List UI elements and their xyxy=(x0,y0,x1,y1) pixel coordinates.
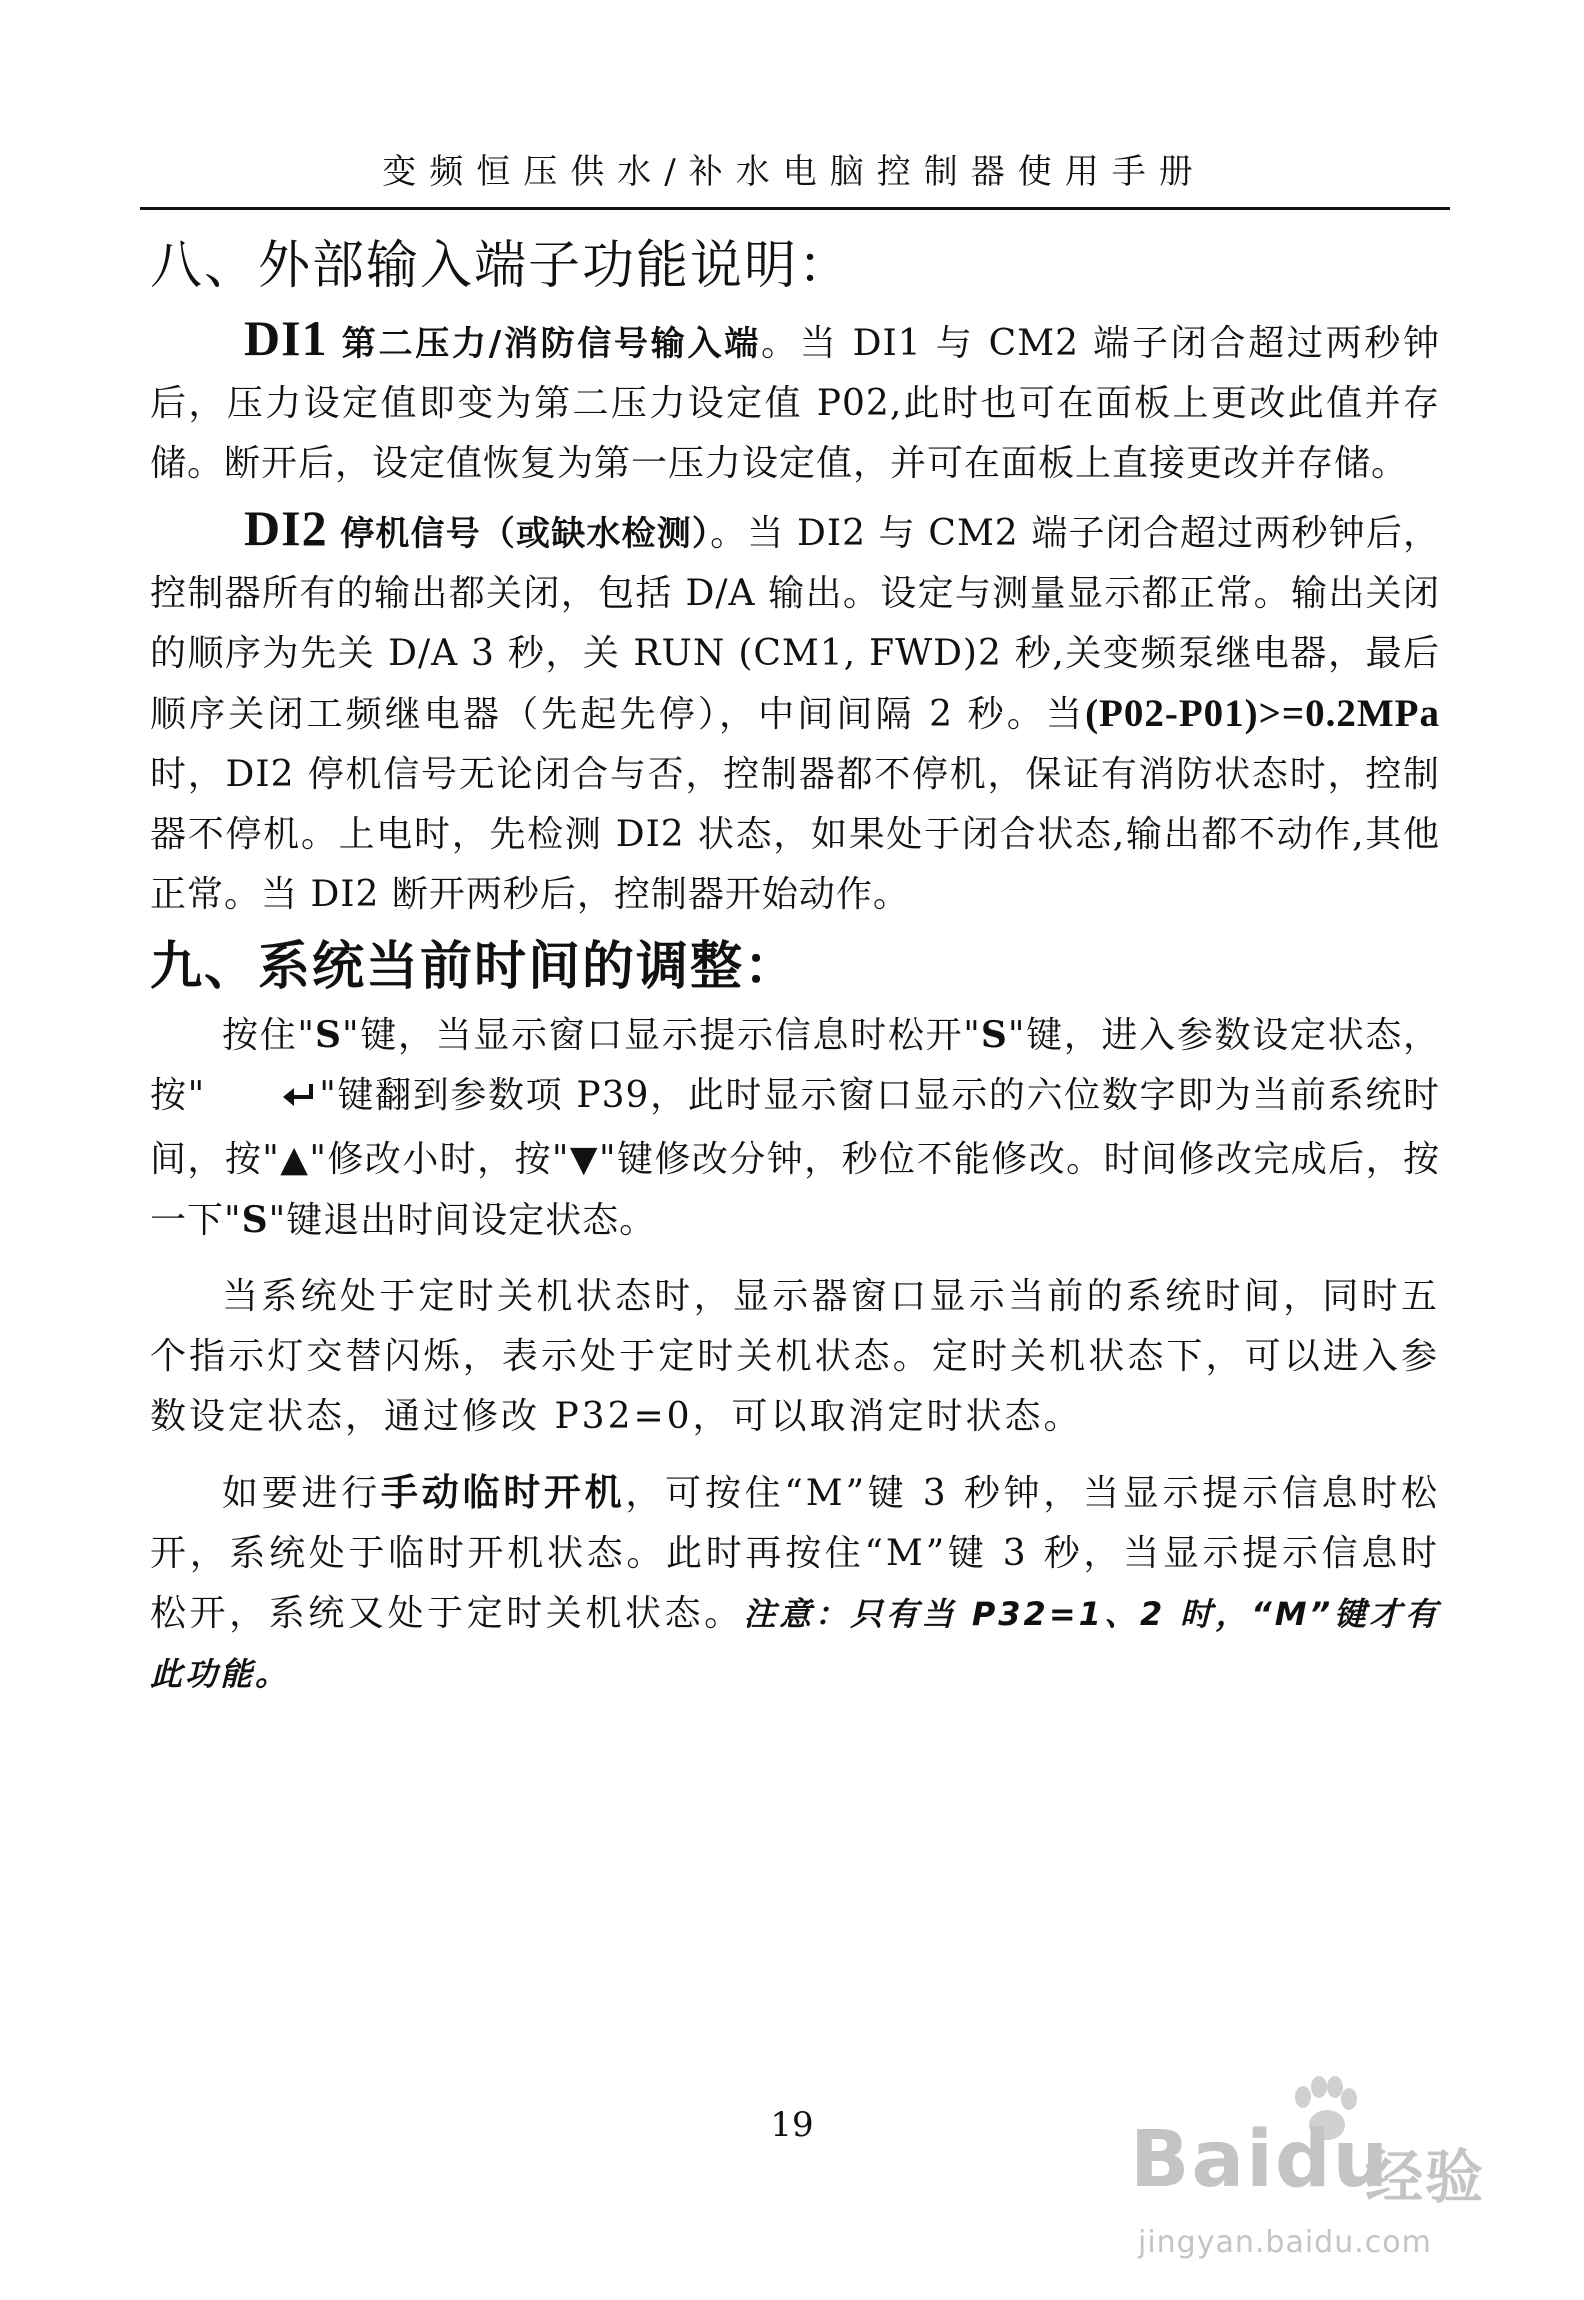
di1-code: DI1 xyxy=(244,310,328,366)
p1-text-2: "键，当显示窗口显示提示信息时松开" xyxy=(341,1015,981,1056)
p1-text-1: 按住" xyxy=(222,1015,315,1056)
note-text: 注意：只有当 P32=1、2 时，“M”键才有此功能。 xyxy=(150,1595,1440,1693)
baidu-watermark xyxy=(1110,2075,1550,2275)
s-key-2: S xyxy=(980,1014,1008,1056)
page-number: 19 xyxy=(770,2105,814,2145)
di1-paragraph xyxy=(150,308,1440,494)
di2-code: DI2 xyxy=(244,500,328,556)
di1-text: 。当 DI1 与 CM2 端子闭合超过两秒钟后，压力设定值即变为第二压力设定值 P02,此时也可在面板上更改此值并存储。断开后，设定值恢复为第一压力设定值，并可在面板上直接更改并存储。 xyxy=(150,323,1441,484)
s-key-3: S xyxy=(241,1199,269,1241)
di2-title: 停机信号（或缺水检测） xyxy=(340,514,711,554)
manual-start-paragraph xyxy=(150,1463,1440,1704)
page-header: 变频恒压供水/补水电脑控制器使用手册 xyxy=(382,152,1206,192)
manual-start-term: 手动临时开机 xyxy=(380,1471,626,1514)
section-9-heading: 九、系统当前时间的调整： xyxy=(150,937,799,997)
p3-text-1: 如要进行 xyxy=(222,1473,381,1514)
header-rule xyxy=(140,207,1450,210)
watermark-logo: Baidu xyxy=(1130,2115,1391,2205)
p1-text-5: "键退出时间设定状态。 xyxy=(268,1200,657,1241)
di1-title: 第二压力/消防信号输入端 xyxy=(341,324,761,364)
s-key-1: S xyxy=(314,1014,342,1056)
di2-pressure-expression: (P02-P01)>=0.2MPa xyxy=(1085,692,1440,735)
p1-text-3: "键，进入参数设定状态，按" xyxy=(150,1015,1441,1116)
p1-text-4: "键翻到参数项 P39，此时显示窗口显示的六位数字即为当前系统时间，按"▲"修改小时，按"▼"键修改分钟，秒位不能修改。时间修改完成后，按一下" xyxy=(150,1075,1440,1241)
p3-text-2: ，可按住“M”键 3 秒钟，当显示提示信息时松开，系统处于临时开机状态。此时再按住“M”键 3 秒，当显示提示信息时松开，系统又处于定时关机状态。 xyxy=(150,1473,1440,1634)
time-adjust-paragraph xyxy=(150,1005,1440,1251)
section-8-heading: 八、外部输入端子功能说明： xyxy=(150,236,853,296)
timed-shutdown-paragraph: 当系统处于定时关机状态时，显示器窗口显示当前的系统时间，同时五个指示灯交替闪烁，表示处于定时关机状态。定时关机状态下，可以进入参数设定状态，通过修改 P32=0，可以取消定时状态。 xyxy=(150,1276,1440,1437)
di2-text-2: 时，DI2 停机信号无论闭合与否，控制器都不停机，保证有消防状态时，控制器不停机。上电时，先检测 DI2 状态，如果处于闭合状态,输出都不动作,其他正常。当 DI2 断开两秒后，控制器开始动作。 xyxy=(150,754,1440,915)
watermark-product: 经验 xyxy=(1365,2143,1486,2211)
watermark-url: jingyan.baidu.com xyxy=(1138,2225,1432,2260)
enter-key-icon xyxy=(209,1070,315,1130)
page-content xyxy=(150,228,1440,1704)
di2-paragraph xyxy=(150,498,1440,925)
di2-text-1: 。当 DI2 与 CM2 端子闭合超过两秒钟后，控制器所有的输出都关闭，包括 D/A 输出。设定与测量显示都正常。输出关闭的顺序为先关 D/A 3 秒，关 RUN (CM1, FWD)2 秒,关变频泵继电器，最后顺序关闭工频继电器（先起先停），中间间隔 2 秒。当 xyxy=(150,513,1441,735)
